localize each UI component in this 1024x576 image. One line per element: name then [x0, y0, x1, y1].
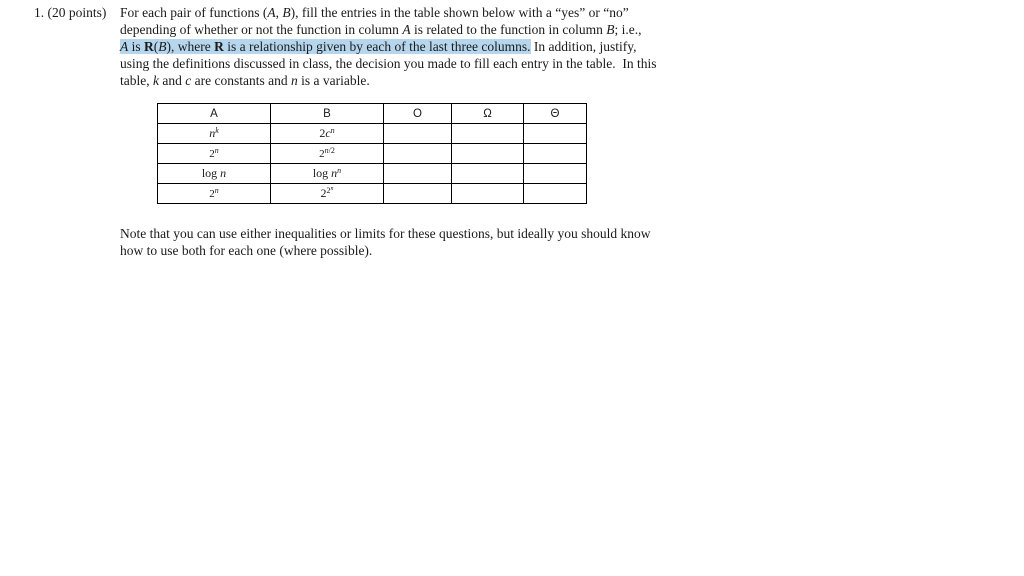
header-big-o: O: [384, 104, 452, 124]
table-header-row: [158, 104, 587, 124]
cell-omega[interactable]: [452, 144, 524, 164]
cell-theta[interactable]: [524, 144, 587, 164]
question-line-2: depending of whether or not the function in column A is related to the function in column B; i.e.,: [120, 22, 642, 37]
question-line-5: table, k and c are constants and n is a variable.: [120, 73, 370, 88]
question-line-4: using the definitions discussed in class, the decision you made to fill each entry in the table. In this: [120, 56, 657, 71]
cell-o[interactable]: [384, 184, 452, 204]
cell-theta[interactable]: [524, 164, 587, 184]
table-row: [158, 184, 587, 204]
cell-a-n-to-k: $n^k$: [158, 124, 271, 144]
note-text: [120, 225, 720, 259]
cell-b-2-to-n-half: $2^{n/2}$: [271, 144, 384, 164]
cell-omega[interactable]: [452, 164, 524, 184]
relationship-table: [157, 103, 587, 204]
cell-b-2-to-2-to-n: $2^{2^n}$: [271, 184, 384, 204]
cell-a-2-to-n: 2$^n$: [158, 144, 271, 164]
cell-o[interactable]: [384, 144, 452, 164]
cell-o[interactable]: [384, 124, 452, 144]
cell-a-2-to-n: 2$^n$: [158, 184, 271, 204]
question-line-1: For each pair of functions (A, B), fill the entries in the table shown below with a “yes” or “no”: [120, 5, 629, 20]
cell-a-log-n: log n: [158, 164, 271, 184]
cell-o[interactable]: [384, 164, 452, 184]
cell-theta[interactable]: [524, 124, 587, 144]
table-row: [158, 124, 587, 144]
table-row: [158, 144, 587, 164]
question-number: 1. (20 points): [34, 5, 107, 20]
header-omega: Ω: [452, 104, 524, 124]
question-line-3: A is R(B), where R is a relationship given by each of the last three columns. In addition, justify,: [120, 39, 637, 54]
note-line-1: Note that you can use either inequalities or limits for these questions, but ideally you should know: [120, 226, 651, 241]
table-row: [158, 164, 587, 184]
cell-b-log-n-to-n: $\log n^n$: [271, 164, 384, 184]
header-theta: Θ: [524, 104, 587, 124]
cell-omega[interactable]: [452, 124, 524, 144]
note-line-2: how to use both for each one (where possible).: [120, 243, 373, 258]
header-a: A: [158, 104, 271, 124]
cell-b-2c-to-n: $2c^n$: [271, 124, 384, 144]
cell-theta[interactable]: [524, 184, 587, 204]
highlighted-text[interactable]: A is R(B), where R is a relationship given by each of the last three columns.: [120, 39, 531, 54]
cell-omega[interactable]: [452, 184, 524, 204]
header-b: B: [271, 104, 384, 124]
question-text: [120, 4, 720, 89]
